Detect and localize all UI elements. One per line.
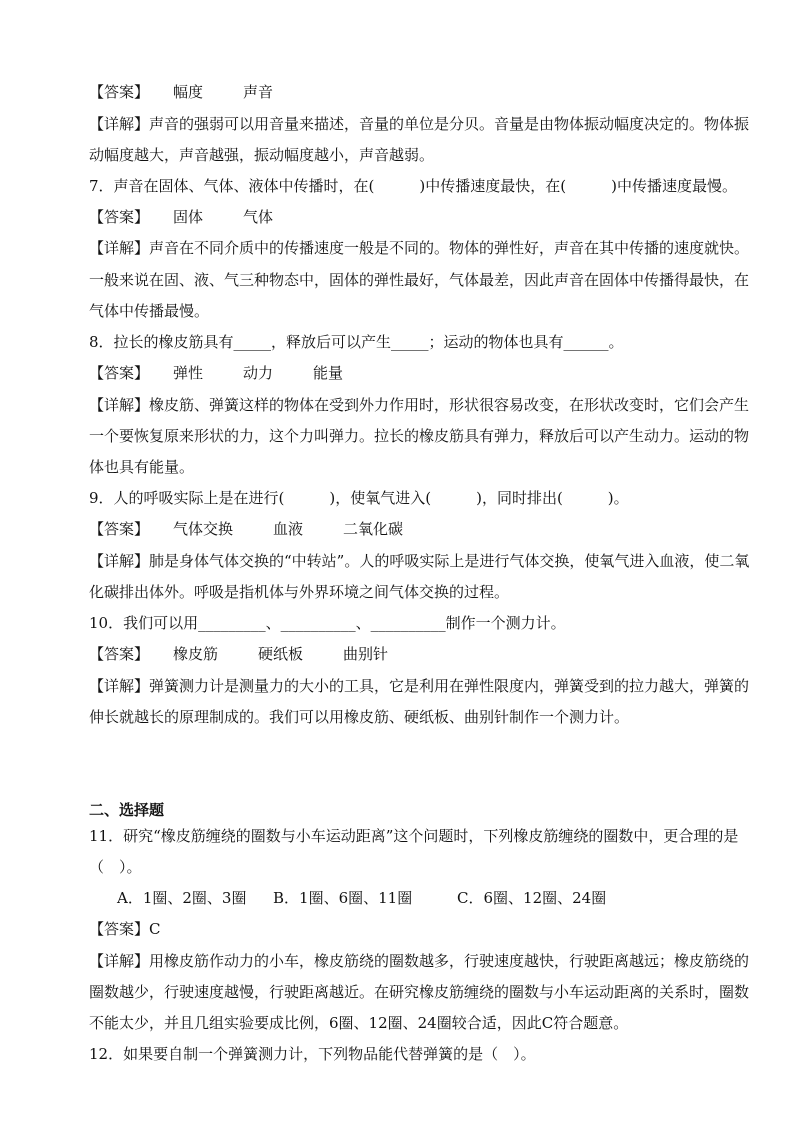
section-heading: 二、选择题 <box>89 801 165 819</box>
answer-item: 硬纸板 <box>258 645 304 663</box>
answer-line-9 <box>89 519 719 539</box>
explanation-text: 【详解】用橡皮筋作动力的小车，橡皮筋绕的圈数越多，行驶速度越快，行驶距离越远；橡皮筋绕的 <box>89 952 750 970</box>
option-a: A．1圈、2圈、3圈 <box>117 889 247 907</box>
option-c: C．6圈、12圈、24圈 <box>457 889 607 907</box>
answer-line-8 <box>89 363 719 383</box>
explanation-text: 圈数越少，行驶速度越慢，行驶距离越近。在研究橡皮筋缠绕的圈数与小车运动距离的关系时，圈数 <box>89 983 750 1001</box>
answer-item: 气体 <box>243 208 274 226</box>
answer-item: 气体交换 <box>173 520 234 538</box>
question-11: 11．研究“橡皮筋缠绕的圈数与小车运动距离”这个问题时，下列橡皮筋缠绕的圈数中，更合理的是 <box>89 827 739 845</box>
answer-item: 曲别针 <box>343 645 389 663</box>
explanation-text: 【详解】声音的强弱可以用音量来描述，音量的单位是分贝。音量是由物体振动幅度决定的。物体振 <box>89 115 750 133</box>
answer-line-10 <box>89 644 719 664</box>
answer-label: 【答案】 <box>89 364 150 382</box>
options-row <box>117 888 747 908</box>
answer-line-11: 【答案】C <box>89 920 161 938</box>
explanation-text: 一个要恢复原来形状的力，这个力叫弹力。拉长的橡皮筋具有弹力，释放后可以产生动力。运动的物 <box>89 427 750 445</box>
answer-line-6 <box>89 82 719 102</box>
question-9: 9．人的呼吸实际上是在进行( )，使氧气进入( )，同时排出( )。 <box>89 489 629 507</box>
explanation-text: 气体中传播最慢。 <box>89 302 210 320</box>
answer-item: 声音 <box>243 83 274 101</box>
answer-label: 【答案】 <box>89 645 150 663</box>
explanation-text: 动幅度越大，声音越强，振动幅度越小，声音越弱。 <box>89 146 435 164</box>
explanation-text: 一般来说在固、液、气三种物态中，固体的弹性最好，气体最差，因此声音在固体中传播得最快，在 <box>89 271 750 289</box>
explanation-text: 体也具有能量。 <box>89 458 195 476</box>
answer-line-7 <box>89 207 719 227</box>
answer-item: 幅度 <box>173 83 204 101</box>
answer-label: 【答案】 <box>89 83 150 101</box>
explanation-text: 【详解】肺是身体气体交换的“中转站”。人的呼吸实际上是进行气体交换，使氧气进入血液，使二氧 <box>89 552 750 570</box>
answer-item: 二氧化碳 <box>343 520 404 538</box>
explanation-text: 【详解】声音在不同介质中的传播速度一般是不同的。物体的弹性好，声音在其中传播的速度就快。 <box>89 239 750 257</box>
option-b: B．1圈、6圈、11圈 <box>273 889 413 907</box>
answer-label: 【答案】 <box>89 520 150 538</box>
question-12: 12．如果要自制一个弹簧测力计，下列物品能代替弹簧的是（ ）。 <box>89 1045 536 1063</box>
answer-item: 能量 <box>313 364 344 382</box>
answer-item: 血液 <box>273 520 304 538</box>
explanation-text: 【详解】橡皮筋、弹簧这样的物体在受到外力作用时，形状很容易改变，在形状改变时，它们会产生 <box>89 396 750 414</box>
explanation-text: 化碳排出体外。呼吸是指机体与外界环境之间气体交换的过程。 <box>89 583 510 601</box>
answer-item: 橡皮筋 <box>173 645 219 663</box>
question-7: 7．声音在固体、气体、液体中传播时，在( )中传播速度最快，在( )中传播速度最慢。 <box>89 177 737 195</box>
answer-label: 【答案】 <box>89 208 150 226</box>
question-10: 10．我们可以用_________、__________、__________制作一个测力计。 <box>89 614 566 632</box>
explanation-text: 伸长就越长的原理制成的。我们可以用橡皮筋、硬纸板、曲别针制作一个测力计。 <box>89 708 630 726</box>
answer-item: 弹性 <box>173 364 204 382</box>
answer-item: 动力 <box>243 364 274 382</box>
explanation-text: 【详解】弹簧测力计是测量力的大小的工具，它是利用在弹性限度内，弹簧受到的拉力越大，弹簧的 <box>89 677 750 695</box>
explanation-text: 不能太少，并且几组实验要成比例，6圈、12圈、24圈较合适，因此C符合题意。 <box>89 1014 629 1032</box>
question-8: 8．拉长的橡皮筋具有_____，释放后可以产生_____；运动的物体也具有______。 <box>89 333 624 351</box>
question-11-blank: （ ）。 <box>89 858 142 876</box>
answer-item: 固体 <box>173 208 204 226</box>
